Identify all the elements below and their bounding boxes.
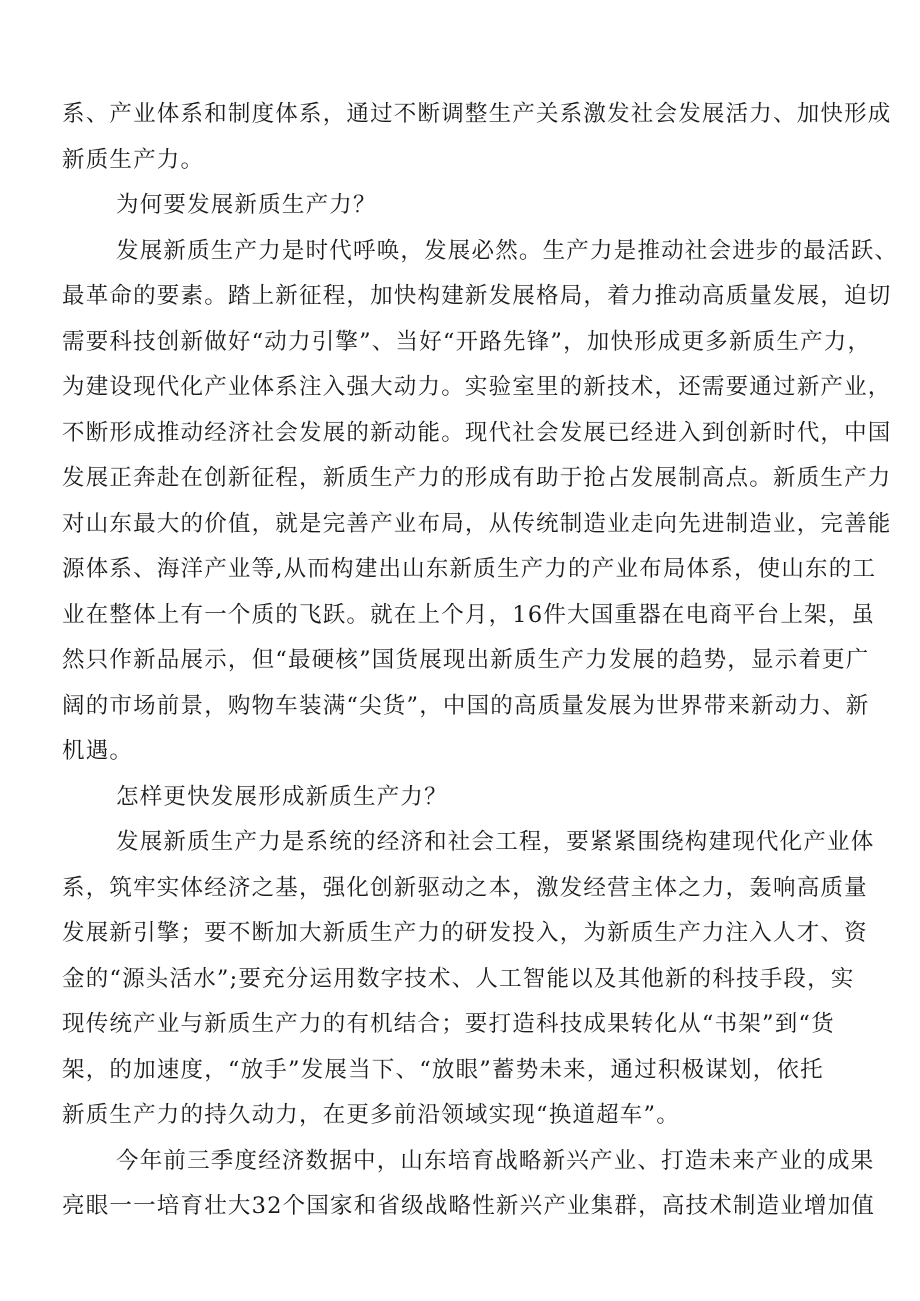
text-line: 系，筑牢实体经济之基，强化创新驱动之本，激发经营主体之力，轰响高质量 — [62, 874, 868, 901]
text-line: 新质生产力的持久动力，在更多前沿领域实现“换道超车”。 — [62, 1102, 680, 1128]
text-line: 对山东最大的价值，就是完善产业布局，从传统制造业走向先进制造业，完善能 — [62, 510, 892, 537]
text-line: 发展正奔赴在创新征程，新质生产力的形成有助于抢占发展制高点。新质生产力 — [62, 465, 892, 491]
text-line: 新质生产力。 — [62, 146, 205, 173]
text-line: 今年前三季度经济数据中，山东培育战略新兴产业、打造未来产业的成果 — [116, 1147, 875, 1174]
text-line: 发展新引擎；要不断加大新质生产力的研发投入，为新质生产力注入人才、资 — [62, 920, 868, 946]
text-line: 源体系、海洋产业等,从而构建出山东新质生产力的产业布局体系，使山东的工 — [62, 556, 877, 582]
text-line: 系、产业体系和制度体系，通过不断调整生产关系激发社会发展活力、加快形成 — [62, 101, 892, 127]
text-line: 然只作新品展示，但“最硬核”国货展现出新质生产力发展的趋势，显示着更广 — [62, 647, 870, 673]
text-line: 亮眼一一培育壮大32个国家和省级战略性新兴产业集群，高技术制造业增加值 — [62, 1193, 876, 1219]
text-line: 业在整体上有一个质的飞跃。就在上个月，16件大国重器在电商平台上架，虽 — [62, 601, 876, 628]
text-line: 机遇。 — [62, 738, 134, 764]
text-line: 为建设现代化产业体系注入强大动力。实验室里的新技术，还需要通过新产业， — [62, 374, 892, 400]
section-heading: 为何要发展新质生产力？ — [116, 192, 377, 218]
text-line: 架，的加速度，“放手”发展当下、“放眼”蓄势未来，通过积极谋划，依托 — [62, 1056, 824, 1083]
section-heading: 怎样更快发展形成新质生产力？ — [116, 783, 448, 810]
text-line: 金的“源头活水”;要充分运用数字技术、人工智能以及其他新的科技手段，实 — [62, 965, 855, 992]
text-line: 发展新质生产力是时代呼唤，发展必然。生产力是推动社会进步的最活跃、 — [116, 237, 899, 264]
document-body — [62, 92, 899, 1230]
text-line: 最革命的要素。踏上新征程，加快构建新发展格局，着力推动高质量发展，迫切 — [62, 283, 892, 309]
text-line: 现传统产业与新质生产力的有机结合；要打造科技成果转化从“书架”到“货 — [62, 1011, 835, 1037]
text-line: 发展新质生产力是系统的经济和社会工程，要紧紧围绕构建现代化产业体 — [116, 829, 875, 855]
text-line: 不断形成推动经济社会发展的新动能。现代社会发展已经进入到创新时代，中国 — [62, 419, 892, 446]
text-line: 需要科技创新做好“动力引擎”、当好“开路先锋”，加快形成更多新质生产力， — [62, 328, 872, 355]
text-line: 阔的市场前景，购物车装满“尖货”，中国的高质量发展为世界带来新动力、新 — [62, 692, 870, 719]
